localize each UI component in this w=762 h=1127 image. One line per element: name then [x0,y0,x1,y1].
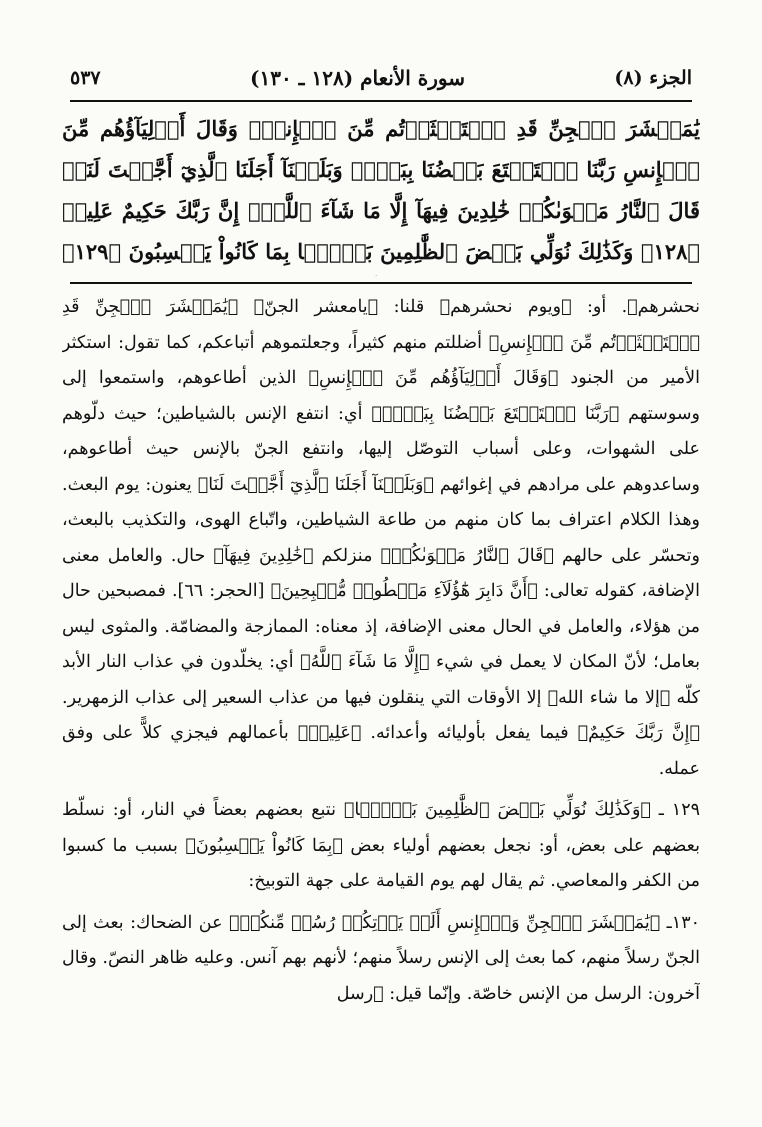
header-divider [70,100,692,102]
verses-divider [70,282,692,284]
page-number: ٥٣٧ [70,67,101,89]
commentary-body [62,290,700,1105]
surah-label: سورة الأنعام (١٢٨ ـ ١٣٠) [250,66,466,90]
quran-verses: يَٰمَعۡشَرَ ٱلۡجِنِّ قَدِ ٱسۡتَكۡثَرۡتُم مِّنَ ٱلۡإِنسِۖ وَقَالَ أَوۡلِيَآؤُهُم مِّنَ ٱلۡإِنسِ رَبَّنَا ٱسۡتَمۡتَعَ بَعۡضُنَا بِبَعۡضٖ وَبَلَغۡنَآ أَجَلَنَا ٱلَّذِيٓ أَجَّلۡتَ لَنَاۚ قَالَ ٱلنَّارُ مَثۡوَىٰكُمۡ خَٰلِدِينَ فِيهَآ إِلَّا مَا شَآءَ ٱللَّهُۚ إِنَّ رَبَّكَ حَكِيمٌ عَلِيمٞ ﴿١٢٨﴾ وَكَذَٰلِكَ نُوَلِّي بَعۡضَ ٱلظَّٰلِمِينَ بَعۡضَۢا بِمَا كَانُواْ يَكۡسِبُونَ ﴿١٢٩﴾ [62,116,700,264]
commentary-paragraph: نحشرهم﴾. أو: ﴿ويوم نحشرهم﴾ قلنا: ﴿يامعشر الجنّ﴾ ﴿يَٰمَعۡشَرَ ٱلۡجِنِّ قَدِ ٱسۡتَكۡثَرۡتُم مِّنَ ٱلۡإِنسِ﴾ أضللتم منهم كثيراً، وجعلتموهم أتباعكم، كما تقول: استكثر الأمير من الجنود ﴿وَقَالَ أَوۡلِيَآؤُهُم مِّنَ ٱلۡإِنسِ﴾ الذين أطاعوهم، واستمعوا إلى وسوستهم ﴿رَبَّنَا ٱسۡتَمۡتَعَ بَعۡضُنَا بِبَعۡضٖ﴾ أي: انتفع الإنس بالشياطين؛ حيث دلّوهم على الشهوات، وعلى أسباب التوصّل إليها، وانتفع الجنّ بالإنس حيث أطاعوهم، وساعدوهم على مرادهم في إغوائهم ﴿وَبَلَغۡنَآ أَجَلَنَا ٱلَّذِيٓ أَجَّلۡتَ لَنَا﴾ يعنون: يوم البعث. وهذا الكلام اعتراف بما كان منهم من طاعة الشياطين، واتّباع الهوى، والتكذيب بالبعث، وتحسّر على حالهم ﴿قَالَ ٱلنَّارُ مَثۡوَىٰكُمۡ﴾ منزلكم ﴿خَٰلِدِينَ فِيهَآ﴾ حال. والعامل معنى الإضافة، كقوله تعالى: ﴿أَنَّ دَابِرَ هَٰٓؤُلَآءِ مَقۡطُوعٞ مُّصۡبِحِينَ﴾ [الحجر: ٦٦]. فمصبحين حال من هؤلاء، والعامل في الحال معنى الإضافة، إذ معناه: الممازجة والمضامّة. والمثوى ليس بعامل؛ لأنّ المكان لا يعمل في شيء ﴿إِلَّا مَا شَآءَ ٱللَّهُ﴾ أي: يخلّدون في عذاب النار الأبد كلّه ﴿إلا ما شاء الله﴾ إلا الأوقات التي ينقلون فيها من عذاب السعير إلى عذاب الزمهرير. ﴿إِنَّ رَبَّكَ حَكِيمٌ﴾ فيما يفعل بأوليائه وأعدائه. ﴿عَلِيمٞ﴾ بأعمالهم فيجزي كلاًّ على وفق عمله. [62,297,700,779]
page-header [70,58,692,98]
juz-label: الجزء (٨) [614,67,692,89]
commentary-paragraph: ١٢٩ ـ ﴿وَكَذَٰلِكَ نُوَلِّي بَعۡضَ ٱلظَّٰلِمِينَ بَعۡضَۢا﴾ نتبع بعضهم بعضاً في النار، أو: نسلّط بعضهم على بعض، أو: نجعل بعضهم أولياء بعض ﴿بِمَا كَانُواْ يَكۡسِبُونَ﴾ بسبب ما كسبوا من الكفر والمعاصي. ثم يقال لهم يوم القيامة على جهة التوبيخ: [62,800,700,891]
commentary-paragraph: ١٣٠ـ ﴿يَٰمَعۡشَرَ ٱلۡجِنِّ وَٱلۡإِنسِ أَلَمۡ يَأۡتِكُمۡ رُسُلٞ مِّنكُمۡ﴾ عن الضحاك: بعث إلى الجنّ رسلاً منهم، كما بعث إلى الإنس رسلاً منهم؛ لأنهم بهم آنس. وعليه ظاهر النصّ. وقال آخرون: الرسل من الإنس خاصّة. وإنّما قيل: ﴿رسل [62,912,700,1004]
